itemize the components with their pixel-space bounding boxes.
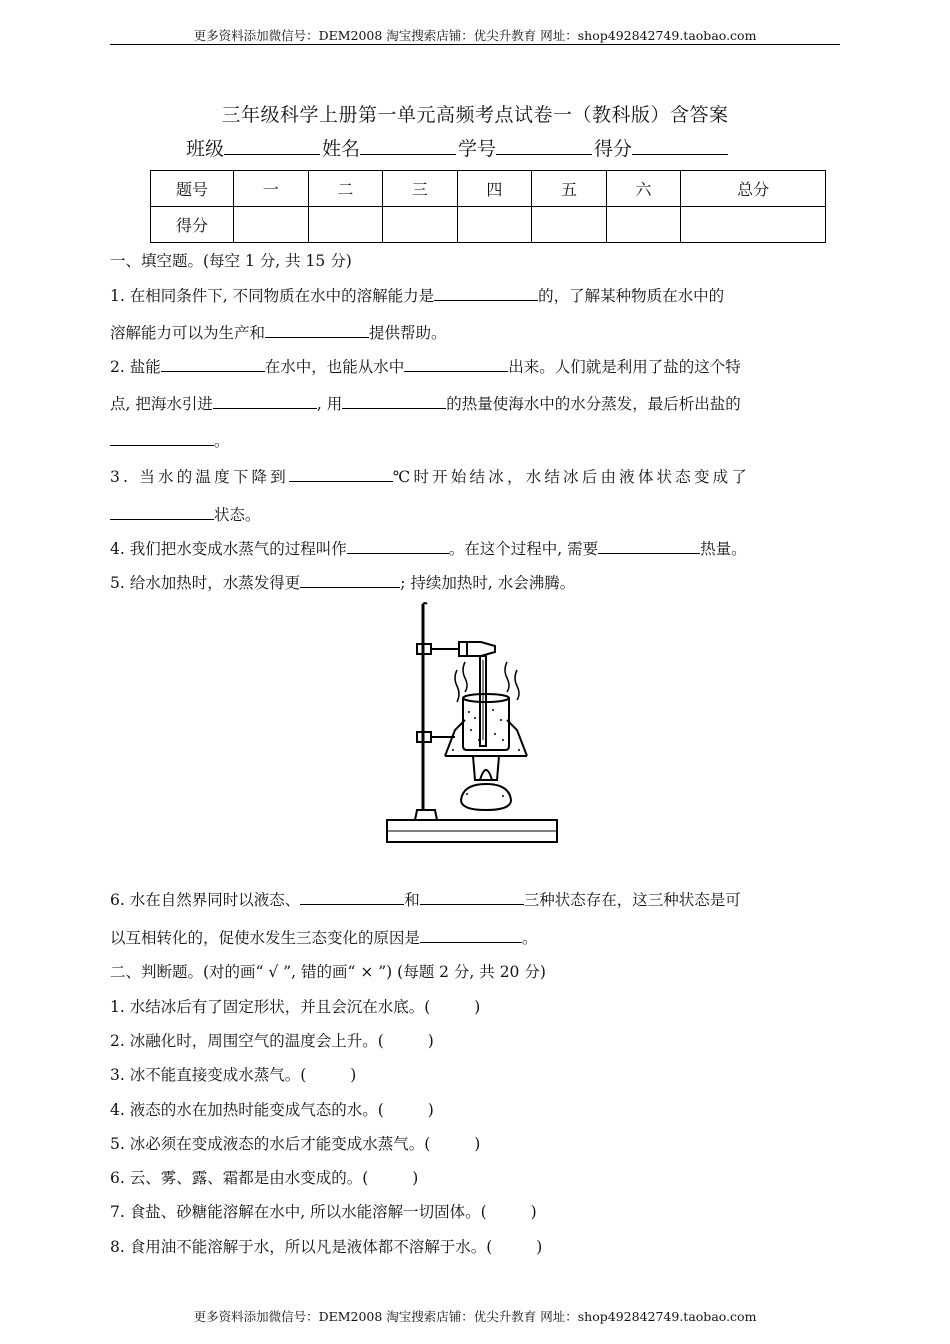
answer-blank[interactable] (110, 505, 214, 520)
judgment-item: 1. 水结冰后有了固定形状，并且会沉在水底。( ) (110, 998, 481, 1016)
page-header: 更多资料添加微信号：DEM2008 淘宝搜索店铺：优尖升教育 网址：shop492842749.taobao.com (193, 28, 757, 43)
answer-blank[interactable] (300, 890, 404, 905)
judgment-item: 6. 云、雾、露、霜都是由水变成的。( ) (110, 1169, 419, 1187)
boiling-water-apparatus-figure (383, 600, 563, 850)
class-blank[interactable] (224, 134, 320, 155)
score-table-header-cell: 六 (606, 171, 681, 207)
score-table (150, 170, 826, 243)
answer-blank[interactable] (434, 286, 538, 301)
score-table-header-cell: 题号 (151, 171, 234, 207)
number-label: 学号 (458, 138, 497, 160)
answer-blank[interactable] (265, 323, 369, 338)
judgment-item: 3. 冰不能直接变成水蒸气。( ) (110, 1066, 357, 1084)
answer-blank[interactable] (598, 539, 700, 554)
answer-blank[interactable] (110, 431, 214, 446)
question-2-line-3: 。 (110, 429, 230, 451)
answer-blank[interactable] (342, 394, 446, 409)
score-cell[interactable] (457, 207, 532, 243)
score-cell[interactable] (681, 207, 826, 243)
answer-blank[interactable] (161, 357, 265, 372)
question-2-line-2: 点, 把海水引进 , 用 的热量使海水中的水分蒸发，最后析出盐的 (110, 395, 741, 413)
page-footer: 更多资料添加微信号：DEM2008 淘宝搜索店铺：优尖升教育 网址：shop492842749.taobao.com (193, 1309, 757, 1324)
score-table-header-cell: 二 (308, 171, 383, 207)
question-1-line-1: 1. 在相同条件下, 不同物质在水中的溶解能力是 的，了解某种物质在水中的 (110, 287, 725, 305)
question-2-line-1: 2. 盐能 在水中，也能从水中 出来。人们就是利用了盐的这个特 (110, 358, 741, 376)
score-table-header-row (151, 171, 826, 207)
judgment-item: 2. 冰融化时，周围空气的温度会上升。( ) (110, 1032, 434, 1050)
exam-title: 三年级科学上册第一单元高频考点试卷一（教科版）含答案 (221, 104, 729, 126)
score-cell[interactable] (234, 207, 309, 243)
answer-blank[interactable] (213, 394, 317, 409)
student-info-row (186, 134, 730, 161)
score-cell[interactable] (308, 207, 383, 243)
score-cell[interactable] (532, 207, 607, 243)
answer-blank[interactable] (404, 357, 508, 372)
section1-heading: 一、填空题。(每空 1 分, 共 15 分) (110, 252, 352, 270)
judgment-item: 4. 液态的水在加热时能变成气态的水。( ) (110, 1101, 434, 1119)
score-row-label: 得分 (151, 207, 234, 243)
score-blank[interactable] (632, 134, 728, 155)
question-6-line-1: 6. 水在自然界同时以液态、 和 三种状态存在，这三种状态是可 (110, 891, 741, 909)
score-table-score-row (151, 207, 826, 243)
answer-blank[interactable] (300, 573, 400, 588)
score-cell[interactable] (606, 207, 681, 243)
number-blank[interactable] (496, 134, 592, 155)
answer-blank[interactable] (420, 928, 522, 943)
score-label: 得分 (594, 138, 633, 160)
score-table-header-cell: 四 (457, 171, 532, 207)
answer-blank[interactable] (289, 467, 393, 482)
question-4: 4. 我们把水变成水蒸气的过程叫作 。在这个过程中, 需要 热量。 (110, 540, 747, 558)
judgment-item: 5. 冰必须在变成液态的水后才能变成水蒸气。( ) (110, 1135, 481, 1153)
score-cell[interactable] (383, 207, 458, 243)
name-blank[interactable] (360, 134, 456, 155)
header-divider (110, 44, 840, 45)
score-table-header-cell: 五 (532, 171, 607, 207)
answer-blank[interactable] (420, 890, 524, 905)
judgment-item: 8. 食用油不能溶解于水，所以凡是液体都不溶解于水。( ) (110, 1238, 543, 1256)
question-6-line-2: 以互相转化的，促使水发生三态变化的原因是 。 (110, 929, 538, 947)
judgment-item: 7. 食盐、砂糖能溶解在水中, 所以水能溶解一切固体。( ) (110, 1203, 537, 1221)
score-table-header-cell: 三 (383, 171, 458, 207)
score-table-header-cell: 一 (234, 171, 309, 207)
answer-blank[interactable] (347, 539, 449, 554)
name-label: 姓名 (322, 138, 361, 160)
section2-heading: 二、判断题。(对的画“ √ ”, 错的画“ × ”) (每题 2 分, 共 20 分) (110, 963, 546, 981)
class-label: 班级 (186, 138, 225, 160)
question-3-line-2: 状态。 (110, 503, 261, 525)
question-5: 5. 给水加热时，水蒸发得更 ; 持续加热时, 水会沸腾。 (110, 574, 576, 592)
score-table-header-cell: 总分 (681, 171, 826, 207)
question-3-line-1: 3. 当水的温度下降到 ℃时开始结冰，水结冰后由液体状态变成了 (110, 468, 751, 486)
question-1-line-2: 溶解能力可以为生产和 提供帮助。 (110, 324, 447, 342)
